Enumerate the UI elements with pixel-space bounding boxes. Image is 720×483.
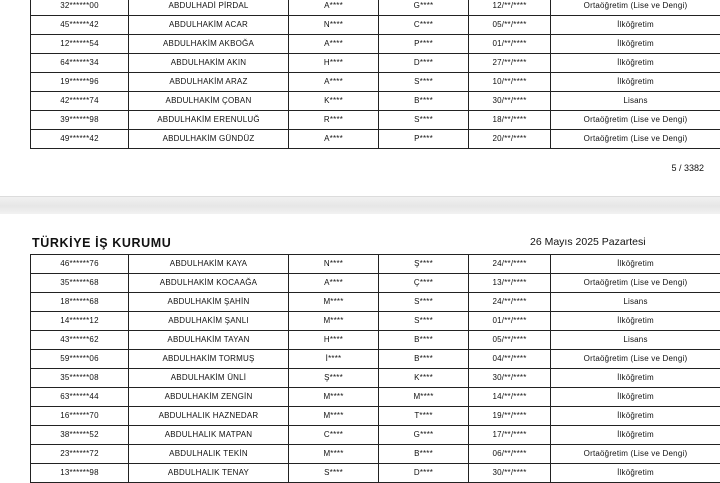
father-initial-cell: A**** [289,274,379,293]
education-cell: Ortaöğretim (Lise ve Dengi) [551,130,720,149]
birth-date-cell: 19/**/**** [469,407,551,426]
report-date: 26 Mayıs 2025 Pazartesi [530,236,646,248]
father-initial-cell: M**** [289,293,379,312]
mother-initial-cell: T**** [379,407,469,426]
birth-date-cell: 18/**/**** [469,111,551,130]
birth-date-cell: 27/**/**** [469,54,551,73]
mother-initial-cell: B**** [379,331,469,350]
table-row [31,426,720,445]
masked-id-cell: 19******96 [31,73,129,92]
education-cell: Ortaöğretim (Lise ve Dengi) [551,111,720,130]
table-row [31,369,720,388]
father-initial-cell: N**** [289,255,379,274]
birth-date-cell: 17/**/**** [469,426,551,445]
education-cell: İlköğretim [551,312,720,331]
table-row [31,54,720,73]
table-row [31,312,720,331]
table-row [31,331,720,350]
masked-id-cell: 64******34 [31,54,129,73]
birth-date-cell: 04/**/**** [469,350,551,369]
father-initial-cell: A**** [289,130,379,149]
table-row [31,407,720,426]
education-cell: Lisans [551,293,720,312]
education-cell: İlköğretim [551,16,720,35]
full-name-cell: ABDULHALIK MATPAN [129,426,289,445]
education-cell: İlköğretim [551,73,720,92]
birth-date-cell: 14/**/**** [469,388,551,407]
father-initial-cell: N**** [289,16,379,35]
full-name-cell: ABDULHAKİM ŞANLI [129,312,289,331]
masked-id-cell: 49******42 [31,130,129,149]
full-name-cell: ABDULHADİ PİRDAL [129,0,289,16]
education-cell: İlköğretim [551,369,720,388]
father-initial-cell: Ş**** [289,369,379,388]
full-name-cell: ABDULHAKİM ÇOBAN [129,92,289,111]
masked-id-cell: 13******98 [31,464,129,483]
education-cell: İlköğretim [551,388,720,407]
birth-date-cell: 06/**/**** [469,445,551,464]
table-row [31,0,720,16]
mother-initial-cell: G**** [379,426,469,445]
page-separator [0,196,720,216]
table-row [31,350,720,369]
mother-initial-cell: S**** [379,111,469,130]
full-name-cell: ABDULHAKİM ERENULUĞ [129,111,289,130]
education-cell: İlköğretim [551,35,720,54]
education-cell: İlköğretim [551,255,720,274]
table-row [31,92,720,111]
father-initial-cell: H**** [289,331,379,350]
mother-initial-cell: B**** [379,92,469,111]
education-cell: İlköğretim [551,464,720,483]
birth-date-cell: 30/**/**** [469,92,551,111]
masked-id-cell: 12******54 [31,35,129,54]
document-page-top [0,0,720,196]
full-name-cell: ABDULHAKİM KOCAAĞA [129,274,289,293]
masked-id-cell: 32******00 [31,0,129,16]
birth-date-cell: 12/**/**** [469,0,551,16]
father-initial-cell: M**** [289,445,379,464]
full-name-cell: ABDULHAKİM AKBOĞA [129,35,289,54]
mother-initial-cell: D**** [379,464,469,483]
birth-date-cell: 13/**/**** [469,274,551,293]
applicant-table-body [31,0,720,149]
full-name-cell: ABDULHAKİM ÜNLİ [129,369,289,388]
mother-initial-cell: S**** [379,312,469,331]
father-initial-cell: M**** [289,407,379,426]
table-row [31,73,720,92]
full-name-cell: ABDULHAKİM AKIN [129,54,289,73]
table-row [31,445,720,464]
table-row [31,388,720,407]
father-initial-cell: M**** [289,312,379,331]
mother-initial-cell: K**** [379,369,469,388]
mother-initial-cell: P**** [379,130,469,149]
full-name-cell: ABDULHAKİM TAYAN [129,331,289,350]
birth-date-cell: 01/**/**** [469,312,551,331]
education-cell: Ortaöğretim (Lise ve Dengi) [551,350,720,369]
table-row [31,35,720,54]
page-number: 5 / 3382 [671,163,704,173]
masked-id-cell: 18******68 [31,293,129,312]
table-row [31,293,720,312]
masked-id-cell: 46******76 [31,255,129,274]
education-cell: Ortaöğretim (Lise ve Dengi) [551,274,720,293]
birth-date-cell: 24/**/**** [469,293,551,312]
table-row [31,111,720,130]
full-name-cell: ABDULHAKİM ARAZ [129,73,289,92]
masked-id-cell: 43******62 [31,331,129,350]
mother-initial-cell: C**** [379,16,469,35]
education-cell: Lisans [551,92,720,111]
table-row [31,255,720,274]
mother-initial-cell: S**** [379,73,469,92]
full-name-cell: ABDULHAKİM TORMUŞ [129,350,289,369]
masked-id-cell: 63******44 [31,388,129,407]
birth-date-cell: 10/**/**** [469,73,551,92]
document-page-bottom [0,214,720,480]
organization-title: TÜRKİYE İŞ KURUMU [32,236,171,250]
full-name-cell: ABDULHAKİM ZENGİN [129,388,289,407]
education-cell: Lisans [551,331,720,350]
father-initial-cell: M**** [289,388,379,407]
birth-date-cell: 05/**/**** [469,16,551,35]
table-row [31,16,720,35]
table-row [31,130,720,149]
mother-initial-cell: B**** [379,445,469,464]
father-initial-cell: K**** [289,92,379,111]
birth-date-cell: 01/**/**** [469,35,551,54]
father-initial-cell: R**** [289,111,379,130]
applicant-table-bottom [30,254,720,483]
full-name-cell: ABDULHAKİM ŞAHİN [129,293,289,312]
education-cell: Ortaöğretim (Lise ve Dengi) [551,445,720,464]
father-initial-cell: A**** [289,0,379,16]
applicant-table-body [31,255,720,483]
masked-id-cell: 35******68 [31,274,129,293]
education-cell: İlköğretim [551,54,720,73]
masked-id-cell: 14******12 [31,312,129,331]
masked-id-cell: 45******42 [31,16,129,35]
applicant-table-top [30,0,720,149]
mother-initial-cell: Ş**** [379,255,469,274]
full-name-cell: ABDULHAKİM KAYA [129,255,289,274]
mother-initial-cell: Ç**** [379,274,469,293]
masked-id-cell: 39******98 [31,111,129,130]
mother-initial-cell: P**** [379,35,469,54]
full-name-cell: ABDULHALIK HAZNEDAR [129,407,289,426]
birth-date-cell: 05/**/**** [469,331,551,350]
masked-id-cell: 42******74 [31,92,129,111]
birth-date-cell: 20/**/**** [469,130,551,149]
full-name-cell: ABDULHAKİM ACAR [129,16,289,35]
education-cell: İlköğretim [551,426,720,445]
mother-initial-cell: M**** [379,388,469,407]
masked-id-cell: 59******06 [31,350,129,369]
mother-initial-cell: S**** [379,293,469,312]
mother-initial-cell: G**** [379,0,469,16]
full-name-cell: ABDULHALIK TEKİN [129,445,289,464]
birth-date-cell: 30/**/**** [469,369,551,388]
full-name-cell: ABDULHALIK TENAY [129,464,289,483]
father-initial-cell: İ**** [289,350,379,369]
father-initial-cell: C**** [289,426,379,445]
masked-id-cell: 38******52 [31,426,129,445]
table-row [31,274,720,293]
father-initial-cell: S**** [289,464,379,483]
mother-initial-cell: D**** [379,54,469,73]
education-cell: Ortaöğretim (Lise ve Dengi) [551,0,720,16]
masked-id-cell: 16******70 [31,407,129,426]
masked-id-cell: 35******08 [31,369,129,388]
birth-date-cell: 30/**/**** [469,464,551,483]
full-name-cell: ABDULHAKİM GÜNDÜZ [129,130,289,149]
education-cell: İlköğretim [551,407,720,426]
father-initial-cell: A**** [289,35,379,54]
mother-initial-cell: B**** [379,350,469,369]
father-initial-cell: H**** [289,54,379,73]
masked-id-cell: 23******72 [31,445,129,464]
father-initial-cell: A**** [289,73,379,92]
birth-date-cell: 24/**/**** [469,255,551,274]
